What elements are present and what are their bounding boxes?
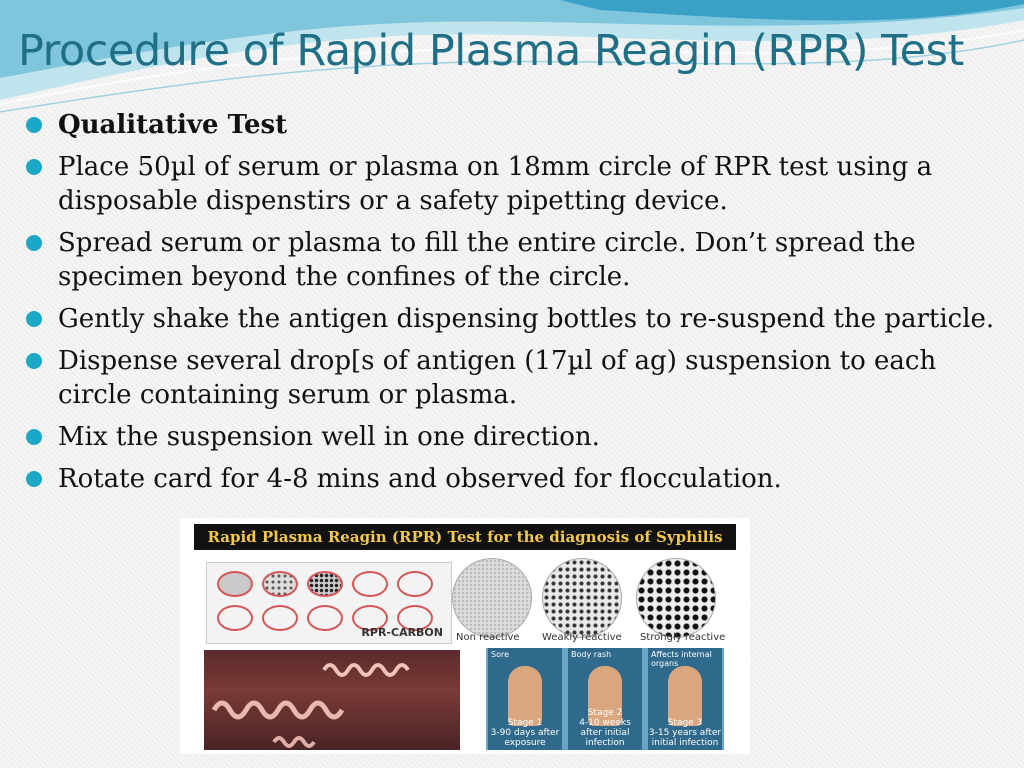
test-circle [307,605,343,631]
body-figure-icon [668,666,702,726]
bullet-item [22,150,1002,218]
bullet-text: Gently shake the antigen dispensing bottles to re-suspend the particle. [58,304,995,334]
test-circle [352,571,388,597]
stage-name: Stage 1 [507,718,543,728]
strongly-reactive-sample [636,558,716,638]
reaction-label: Non reactive [456,632,520,643]
card-label: RPR-CARBON [361,626,443,639]
spirochete-photo [204,650,460,750]
bullet-text: Dispense several drop[s of antigen (17µl of ag) suspension to each circle containing serum or plasma. [58,346,937,410]
bullet-text: Rotate card for 4-8 mins and observed for flocculation. [58,464,782,494]
figure-title: Rapid Plasma Reagin (RPR) Test for the diagnosis of Syphilis [194,524,736,550]
weakly-reactive-sample [542,558,622,638]
bullet-item [22,344,1002,412]
rpr-figure [180,518,750,754]
test-circle [262,571,298,597]
stage-name: Stage 2 [587,708,623,718]
bullet-item [22,462,1002,496]
stage-top-label: Sore [491,650,510,659]
test-circle [217,605,253,631]
bullet-dot-icon [26,117,42,133]
non-reactive-sample [452,558,532,638]
bullet-item [22,420,1002,454]
spirochete-icon [204,650,460,750]
stage-top-label: Body rash [571,650,612,659]
stage-top-label: Affects internal organs [651,650,712,668]
stage-detail: 3-90 days after exposure [490,728,560,748]
stage-panel [648,648,722,750]
bullet-item [22,108,1002,142]
bullet-dot-icon [26,311,42,327]
syphilis-stages [486,648,724,750]
bullet-dot-icon [26,159,42,175]
test-circle [262,605,298,631]
stage-panel [568,648,642,750]
test-circle [397,571,433,597]
slide-title: Procedure of Rapid Plasma Reagin (RPR) Test [18,26,964,76]
test-circle [217,571,253,597]
bullet-dot-icon [26,353,42,369]
bullet-dot-icon [26,429,42,445]
bullet-list [22,108,1002,504]
rpr-test-card [206,562,452,644]
reaction-label: Strongly reactive [640,632,726,643]
reaction-label: Weakly reactive [542,632,622,643]
bullet-dot-icon [26,235,42,251]
bullet-text: Place 50µl of serum or plasma on 18mm circle of RPR test using a disposable dispenstirs or a safety pipetting device. [58,152,933,216]
bullet-item [22,226,1002,294]
bullet-text: Mix the suspension well in one direction. [58,422,600,452]
body-figure-icon [508,666,542,726]
bullet-text: Spread serum or plasma to fill the entire circle. Don’t spread the specimen beyond the confines of the circle. [58,228,916,292]
stage-panel [488,648,562,750]
stage-name: Stage 3 [667,718,703,728]
bullet-item [22,302,1002,336]
stage-detail: 4-10 weeks after initial infection [579,718,631,748]
stage-detail: 3-15 years after initial infection [648,728,722,748]
bullet-dot-icon [26,471,42,487]
test-circle [307,571,343,597]
bullet-text: Qualitative Test [58,110,288,140]
